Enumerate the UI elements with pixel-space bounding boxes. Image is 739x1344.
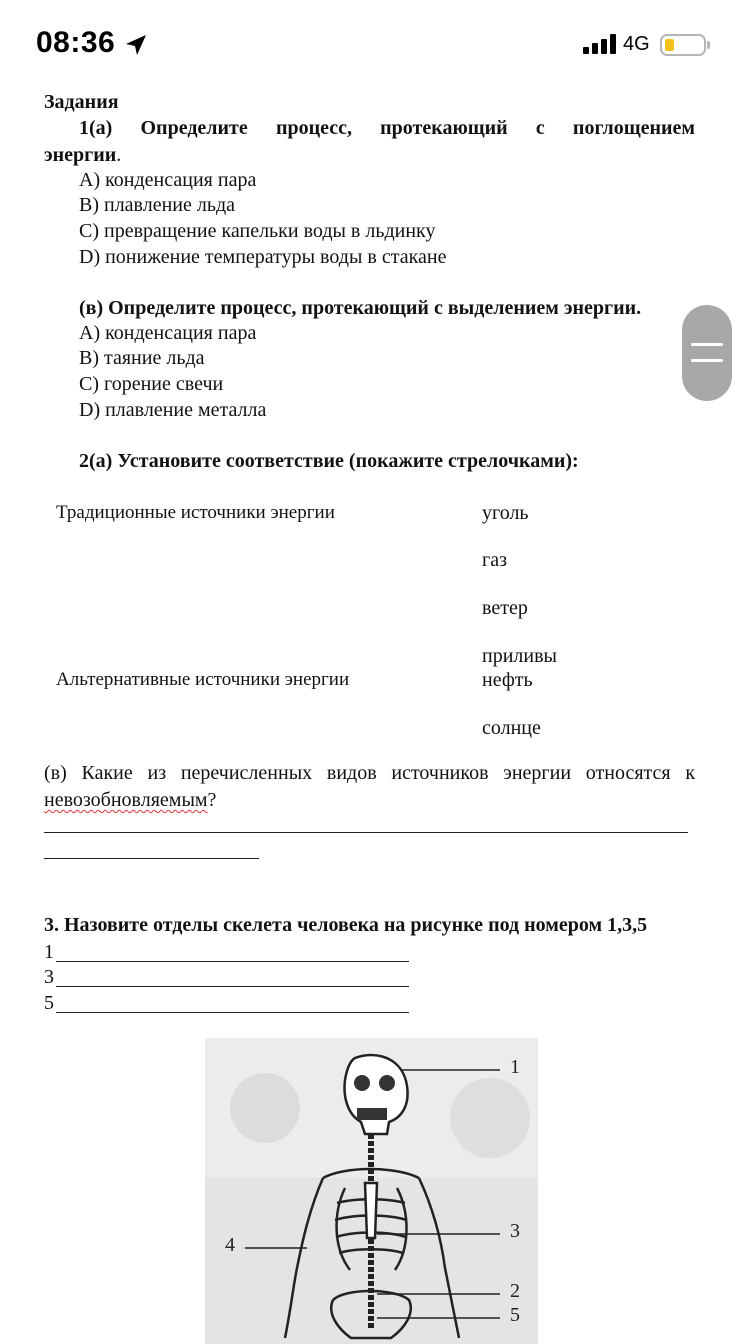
figure-label-3: 3 xyxy=(510,1220,520,1242)
q1a-title-line2: энергии. xyxy=(44,144,122,166)
figure-label-1: 1 xyxy=(510,1056,520,1078)
page-heading: Задания xyxy=(44,91,119,113)
skeleton-figure xyxy=(205,1038,538,1344)
q2b-question-line1: (в) Какие из перечисленных видов источников энергии относятся к xyxy=(44,762,696,784)
q1a-option-c: C) превращение капельки воды в льдинку xyxy=(79,220,436,242)
q3-answer-5-label: 5 xyxy=(44,992,54,1014)
scroll-handle-grip-top xyxy=(691,343,723,346)
figure-label-4: 4 xyxy=(225,1234,235,1256)
q3-answer-1-label: 1 xyxy=(44,941,54,963)
q2a-right-sun: солнце xyxy=(482,717,541,739)
q2a-right-gas: газ xyxy=(482,549,507,571)
q2a-right-coal: уголь xyxy=(482,502,529,524)
q2a-left-alternative: Альтернативные источники энергии xyxy=(56,669,350,690)
q1a-option-d: D) понижение температуры воды в стакане xyxy=(79,246,447,268)
q3-answer-3-line[interactable] xyxy=(56,986,409,987)
q3-answer-3-label: 3 xyxy=(44,966,54,988)
q1b-title: (в) Определите процесс, протекающий с выделением энергии. xyxy=(79,297,642,319)
q2b-answer-line-1[interactable] xyxy=(44,832,688,833)
q3-answer-5-line[interactable] xyxy=(56,1012,409,1013)
q2b-question-line2: невозобновляемым? xyxy=(44,789,217,811)
q2a-right-tides: приливы xyxy=(482,645,557,667)
q1a-title-line1: 1(а) Определите процесс, протекающий с поглощением xyxy=(79,117,696,139)
q2a-right-oil: нефть xyxy=(482,669,533,691)
q2a-title: 2(а) Установите соответствие (покажите стрелочками): xyxy=(79,450,579,472)
q1b-option-c: C) горение свечи xyxy=(79,373,224,395)
q2a-left-traditional: Традиционные источники энергии xyxy=(56,502,335,523)
status-time: 08:36 xyxy=(36,26,116,59)
q3-title: 3. Назовите отделы скелета человека на рисунке под номером 1,3,5 xyxy=(44,914,648,936)
network-type: 4G xyxy=(623,33,650,55)
scroll-handle[interactable] xyxy=(682,305,732,401)
figure-label-2: 2 xyxy=(510,1280,520,1302)
q2b-answer-line-2[interactable] xyxy=(44,858,259,859)
q1b-option-b: B) таяние льда xyxy=(79,347,205,369)
q2a-right-wind: ветер xyxy=(482,597,528,619)
q1b-option-a: A) конденсация пара xyxy=(79,322,257,344)
scroll-handle-grip-bottom xyxy=(691,359,723,362)
figure-label-5: 5 xyxy=(510,1304,520,1326)
q1a-option-b: B) плавление льда xyxy=(79,194,236,216)
q1a-option-a: A) конденсация пара xyxy=(79,169,257,191)
q3-answer-1-line[interactable] xyxy=(56,961,409,962)
q1b-option-d: D) плавление металла xyxy=(79,399,267,421)
skeleton-drawing xyxy=(205,1038,538,1344)
